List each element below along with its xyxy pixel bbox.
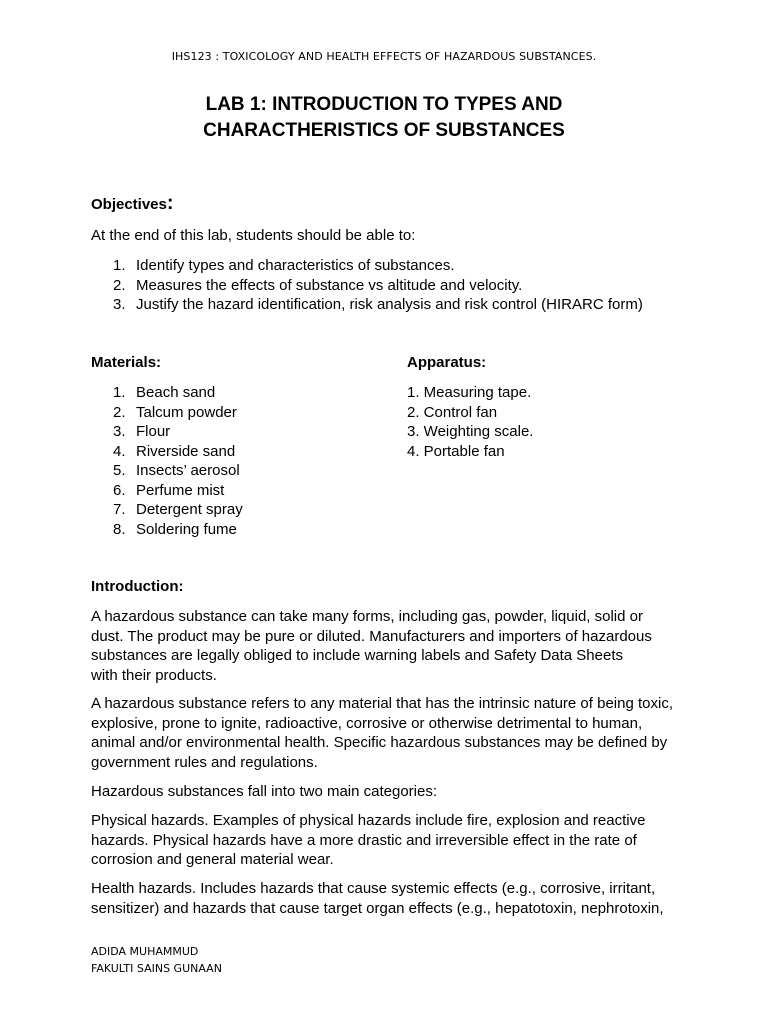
list-number: 6. (113, 481, 126, 499)
list-item (91, 256, 643, 276)
list-item-text: Justify the hazard identification, risk analysis and risk control (HIRARC form) (136, 296, 643, 313)
materials-heading: Materials: (91, 354, 162, 371)
list-number: 2. (113, 403, 126, 421)
materials-list (91, 383, 243, 539)
list-item (91, 442, 243, 462)
list-item-text: Flour (136, 423, 171, 440)
paragraph-line: A hazardous substance can take many forms, including gas, powder, liquid, solid or (91, 608, 643, 625)
list-item (91, 461, 243, 481)
list-item (91, 383, 243, 403)
list-item-text: Riverside sand (136, 442, 236, 460)
objectives-heading-colon: : (166, 192, 174, 214)
paragraph-line: hazards. Physical hazards have a more drastic and irreversible effect in the rate of (91, 831, 637, 849)
paragraph-line: dust. The product may be pure or diluted. Manufacturers and importers of hazardous (91, 627, 652, 645)
objectives-intro: At the end of this lab, students should be able to: (91, 227, 416, 244)
list-item (91, 422, 243, 442)
paragraph-line: Physical hazards. Examples of physical hazards include fire, explosion and reactive (91, 812, 646, 829)
paragraph-line: explosive, prone to ignite, radioactive, corrosive or otherwise detrimental to human, (91, 714, 643, 732)
list-number: 1. (113, 257, 126, 274)
objectives-list (91, 256, 643, 315)
footer-author: ADIDA MUHAMMUD (91, 945, 199, 958)
list-number: 3. (113, 423, 126, 440)
introduction-heading: Introduction: (91, 578, 184, 595)
document-title (0, 92, 768, 144)
paragraph-3 (91, 782, 691, 802)
list-item-text: Perfume mist (136, 481, 225, 499)
list-number: 7. (113, 501, 126, 518)
list-item (91, 500, 243, 520)
list-number: 5. (113, 462, 126, 479)
list-number: 4. (113, 442, 126, 460)
list-item: 3. Weighting scale. (407, 423, 534, 440)
title-line-2: CHARACTHERISTICS OF SUBSTANCES (203, 120, 565, 141)
paragraph-line: substances are legally obliged to include warning labels and Safety Data Sheets (91, 647, 624, 664)
paragraph-4 (91, 811, 691, 870)
objectives-heading (91, 194, 174, 215)
list-number: 8. (113, 520, 126, 538)
list-item-text: Soldering fume (136, 520, 237, 538)
title-line-1: LAB 1: INTRODUCTION TO TYPES AND (205, 94, 563, 115)
list-item-text: Measures the effects of substance vs altitude and velocity. (136, 276, 523, 294)
list-item-text: Detergent spray (136, 501, 243, 518)
list-item: 1. Measuring tape. (407, 384, 532, 401)
list-number: 3. (113, 296, 126, 313)
list-item (91, 403, 243, 423)
paragraph-line: Hazardous substances fall into two main categories: (91, 783, 438, 800)
list-item (91, 520, 243, 540)
paragraph-line: sensitizer) and hazards that cause target organ effects (e.g., hepatotoxin, nephrotoxin, (91, 899, 664, 917)
apparatus-list (407, 383, 533, 461)
footer-faculty: FAKULTI SAINS GUNAAN (91, 962, 222, 975)
page-header: IHS123 : TOXICOLOGY AND HEALTH EFFECTS OF HAZARDOUS SUBSTANCES. (171, 50, 597, 63)
list-item-text: Beach sand (136, 384, 216, 401)
list-item-text: Talcum powder (136, 403, 237, 421)
paragraph-line: with their products. (91, 666, 217, 684)
list-item (91, 295, 643, 315)
paragraph-1 (91, 607, 691, 685)
paragraph-line: A hazardous substance refers to any material that has the intrinsic nature of being toxic, (91, 695, 673, 712)
paragraph-line: government rules and regulations. (91, 753, 318, 771)
apparatus-heading: Apparatus: (407, 354, 487, 371)
paragraph-line: Health hazards. Includes hazards that cause systemic effects (e.g., corrosive, irritant, (91, 880, 656, 897)
objectives-heading-text: Objectives (91, 196, 167, 213)
list-item-text: Insects’ aerosol (136, 462, 240, 479)
list-item-text: Identify types and characteristics of substances. (136, 257, 455, 274)
list-number: 1. (113, 384, 126, 401)
paragraph-line: animal and/or environmental health. Specific hazardous substances may be defined by (91, 734, 668, 751)
list-item (91, 481, 243, 501)
list-number: 2. (113, 276, 126, 294)
paragraph-5 (91, 879, 691, 918)
list-item: 4. Portable fan (407, 442, 505, 460)
paragraph-2 (91, 694, 691, 772)
list-item: 2. Control fan (407, 403, 498, 421)
list-item (91, 276, 643, 296)
page-footer (91, 943, 222, 977)
paragraph-line: corrosion and general material wear. (91, 851, 334, 868)
